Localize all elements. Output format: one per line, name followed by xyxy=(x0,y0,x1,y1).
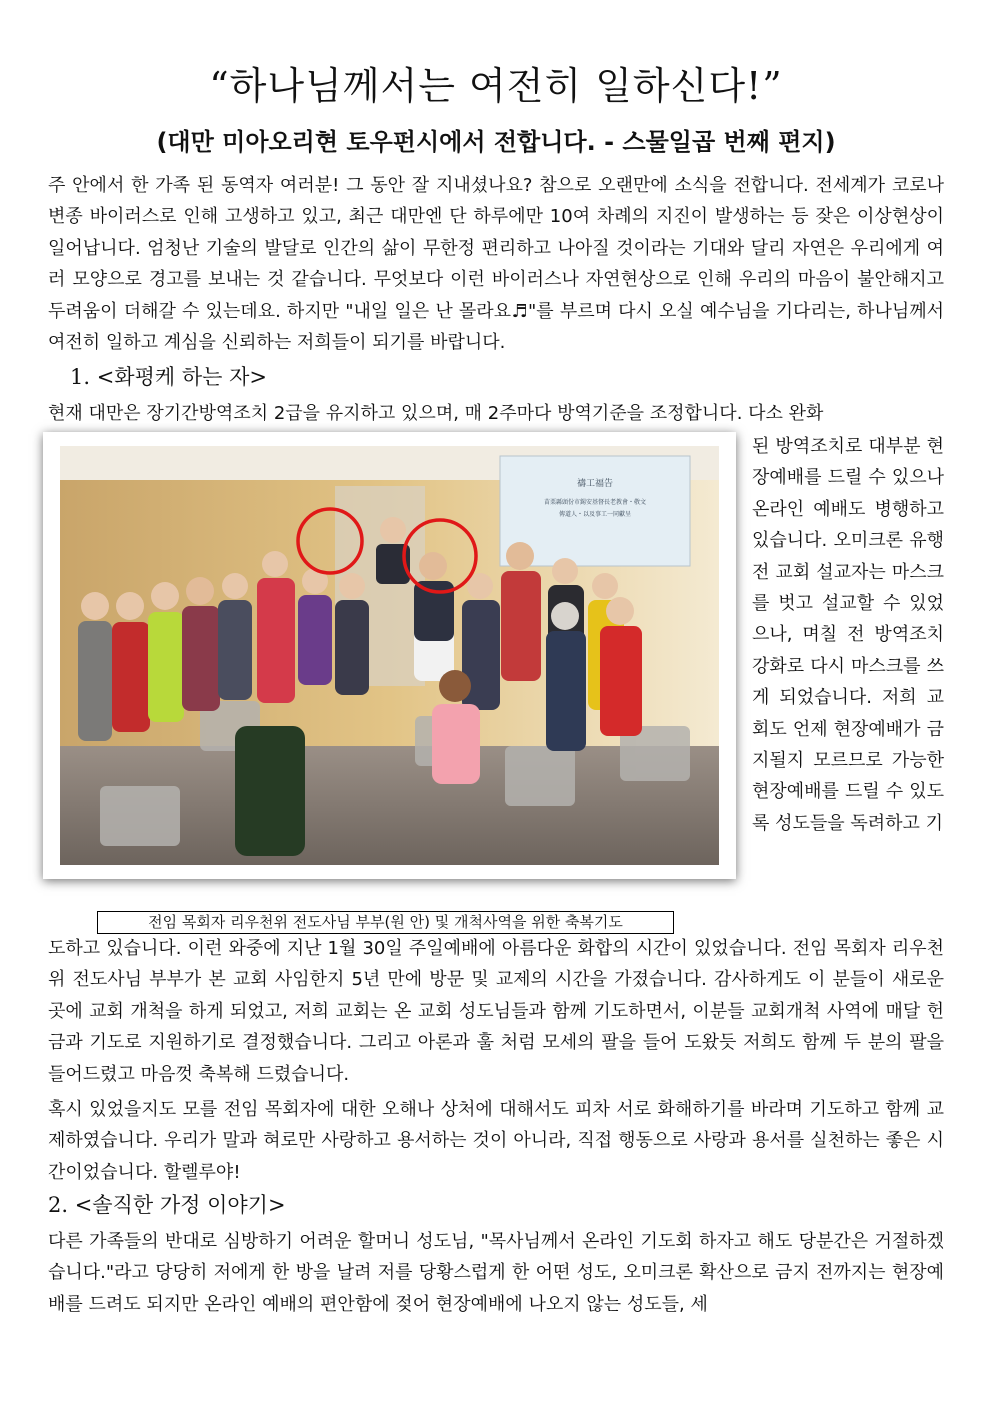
section-1-heading: 1. <화평케 하는 자> xyxy=(70,365,267,389)
page-title: “하나님께서는 여전히 일하신다!” xyxy=(209,64,783,108)
projector-screen-line-2: 苗栗縣頭份市錫安基督長老教會・敬文 xyxy=(543,499,647,506)
section-2-heading: 2. <솔직한 가정 이야기> xyxy=(48,1193,286,1217)
section-1-first-line: 현재 대만은 장기간방역조치 2급을 유지하고 있으며, 매 2주마다 방역기준을 조정합니다. 다소 완화 xyxy=(48,403,824,424)
section-1-paragraph-2: 도하고 있습니다. 이런 와중에 지난 1월 30일 주일예배에 아름다운 화합의 시간이 있었습니다. 전임 목회자 리우천위 전도사님 부부가 본 교회 사임한지 5년 만에 방문 및 교제의 시간을 가졌습니다. 감사하게도 이 분들이 새로운 곳에 교회 개척을 하게 되었고, 저희 교회는 온 교회 성도님들과 함께 기도하면서, 이분들 교회개척 사역에 매달 헌금과 기도로 지원하기로 결정했습니다. 그리고 아론과 훌 처럼 모세의 팔을 들어 도왔듯 저희도 함께 두 분의 팔을 들어드렸고 마음껏 축복해 드렸습니다. xyxy=(48,938,944,1085)
projector-screen-line-3: 傳道人・以及事工一同獻呈 xyxy=(558,511,632,518)
page-subtitle: (대만 미아오리현 토우펀시에서 전합니다. - 스물일곱 번째 편지) xyxy=(156,128,836,156)
photo-caption: 전임 목회자 리우천위 전도사님 부부(원 안) 및 개척사역을 위한 축복기도 xyxy=(97,911,674,934)
prayer-photo-image xyxy=(60,446,719,865)
section-1-paragraph-3: 혹시 있었을지도 모를 전임 목회자에 대한 오해나 상처에 대해서도 피차 서로 화해하기를 바라며 기도하고 함께 교제하였습니다. 우리가 말과 혀로만 사랑하고 용서하는 것이 아니라, 직접 행동으로 사랑과 용서를 실천하는 좋은 시간이었습니다. 할렐루야! xyxy=(48,1099,944,1183)
intro-paragraph: 주 안에서 한 가족 된 동역자 여러분! 그 동안 잘 지내셨나요? 참으로 오랜만에 소식을 전합니다. 전세계가 코로나 변종 바이러스로 인해 고생하고 있고, 최근 대만엔 단 하루에만 10여 차례의 지진이 발생하는 등 잦은 이상현상이 일어납니다. 엄청난 기술의 발달로 인간의 삶이 무한정 편리하고 나아질 것이라는 기대와 달리 자연은 우리에게 여러 모양으로 경고를 보내는 것 같습니다. 무엇보다 이런 바이러스나 자연현상으로 인해 우리의 마음이 불안해지고 두려움이 더해갈 수 있는데요. 하지만 "내일 일은 난 몰라요♬"를 부르며 다시 오실 예수님을 기다리는, 하나님께서 여전히 일하고 계심을 신뢰하는 저희들이 되기를 바랍니다. xyxy=(48,175,944,354)
prayer-photo xyxy=(43,432,736,879)
section-2-paragraph: 다른 가족들의 반대로 심방하기 어려운 할머니 성도님, "목사님께서 온라인 기도회 하자고 해도 당분간은 거절하겠습니다."라고 당당히 저에게 한 방을 날려 저를 당황스럽게 한 어떤 성도, 오미크론 확산으로 금지 전까지는 현장예배를 드려도 되지만 온라인 예배의 편안함에 젖어 현장예배에 나오지 않는 성도들, 세 xyxy=(48,1231,944,1315)
projector-screen-line-1: 禱工福告 xyxy=(576,479,614,489)
section-1-side-text: 된 방역조치로 대부분 현장예배를 드릴 수 있으나 온라인 예배도 병행하고 있습니다. 오미크론 유행 전 교회 설교자는 마스크를 벗고 설교할 수 있었으나, 며칠 전 방역조치 강화로 다시 마스크를 쓰게 되었습니다. 저희 교회도 언제 현장예배가 금지될지 모르므로 가능한 현장예배를 드릴 수 있도록 성도들을 독려하고 기 xyxy=(752,436,944,834)
